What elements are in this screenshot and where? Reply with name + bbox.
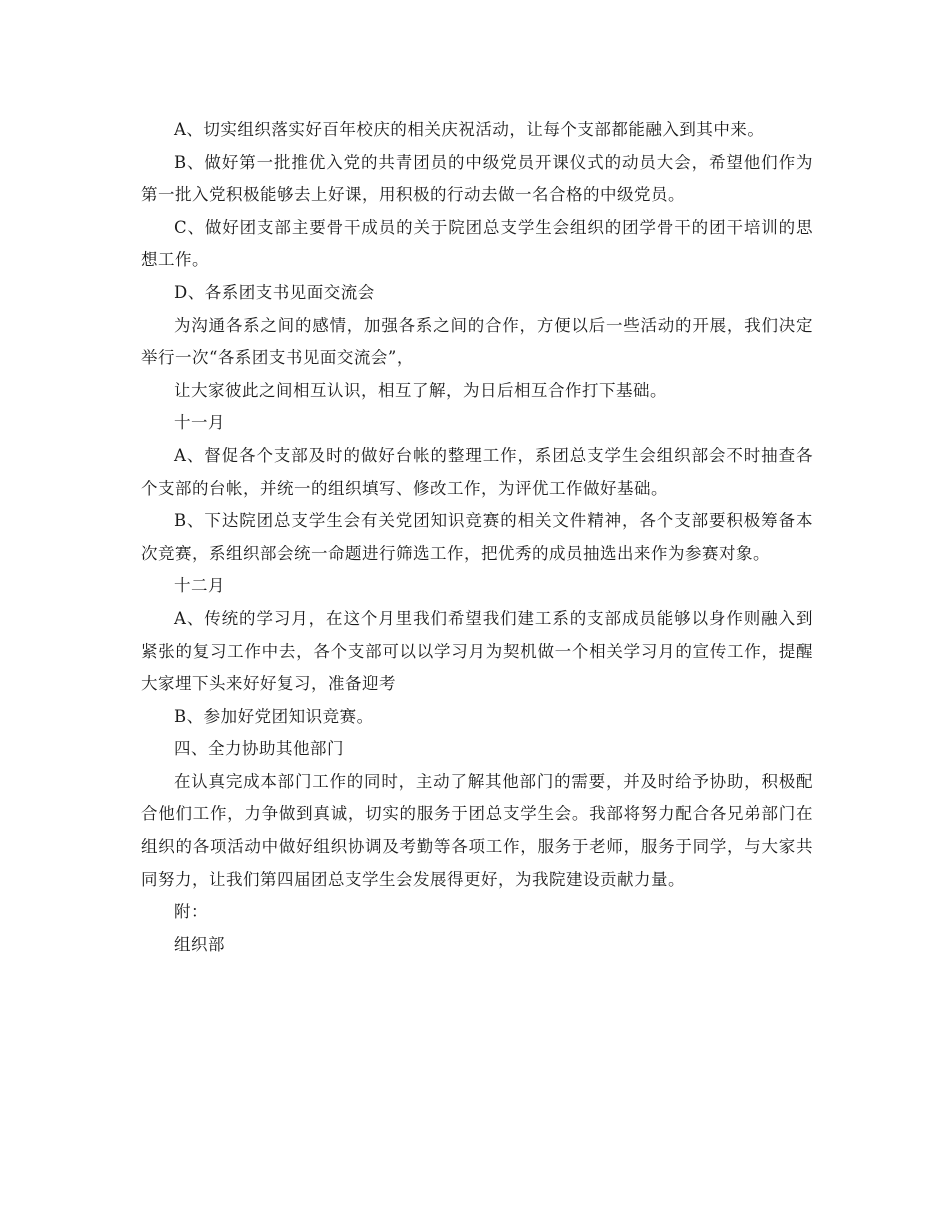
paragraph-december-a: A、传统的学习月，在这个月里我们希望我们建工系的支部成员能够以身作则融入到紧张的复习工作中去，各个支部可以以学习月为契机做一个相关学习月的宣传工作，提醒大家埋下头来好好复习，准备迎考 bbox=[141, 608, 813, 694]
paragraph-november-a: A、督促各个支部及时的做好台帐的整理工作，系团总支学生会组织部会不时抽查各个支部的台帐，并统一的组织填写、修改工作，为评优工作做好基础。 bbox=[141, 445, 813, 498]
heading-december: 十二月 bbox=[174, 576, 225, 596]
heading-section-four: 四、全力协助其他部门 bbox=[174, 739, 344, 759]
department-signature: 组织部 bbox=[174, 934, 225, 954]
document-body bbox=[141, 114, 813, 961]
paragraph-meeting-goal: 让大家彼此之间相互认识，相互了解，为日后相互合作打下基础。 bbox=[174, 380, 667, 400]
paragraph-c-training: C、做好团支部主要骨干成员的关于院团总支学生会组织的团学骨干的团干培训的思想工作。 bbox=[141, 217, 813, 270]
paragraph-a-celebration: A、切实组织落实好百年校庆的相关庆祝活动，让每个支部都能融入到其中来。 bbox=[174, 120, 765, 139]
heading-november: 十一月 bbox=[174, 413, 225, 433]
paragraph-november-b: B、下达院团总支学生会有关党团知识竞赛的相关文件精神，各个支部要积极筹备本次竞赛，系组织部会统一命题进行筛选工作，把优秀的成员抽选出来作为参赛对象。 bbox=[141, 511, 813, 563]
paragraph-assist-departments: 在认真完成本部门工作的同时，主动了解其他部门的需要，并及时给予协助，积极配合他们工作，力争做到真诚，切实的服务于团总支学生会。我部将努力配合各兄弟部门在组织的各项活动中做好组织协调及考勤等各项工作，服务于老师，服务于同学，与大家共同努力，让我们第四届团总支学生会发展得更好，为我院建设贡献力量。 bbox=[141, 771, 813, 889]
appendix-label: 附： bbox=[174, 902, 208, 922]
paragraph-meeting-purpose: 为沟通各系之间的感情，加强各系之间的合作，方便以后一些活动的开展，我们决定举行一次“各系团支书见面交流会”， bbox=[141, 315, 813, 368]
paragraph-b-mobilization: B、做好第一批推优入党的共青团员的中级党员开课仪式的动员大会，希望他们作为第一批入党积极能够去上好课，用积极的行动去做一名合格的中级党员。 bbox=[141, 152, 813, 205]
paragraph-d-meeting: D、各系团支书见面交流会 bbox=[174, 282, 375, 302]
paragraph-december-b: B、参加好党团知识竞赛。 bbox=[174, 706, 374, 726]
